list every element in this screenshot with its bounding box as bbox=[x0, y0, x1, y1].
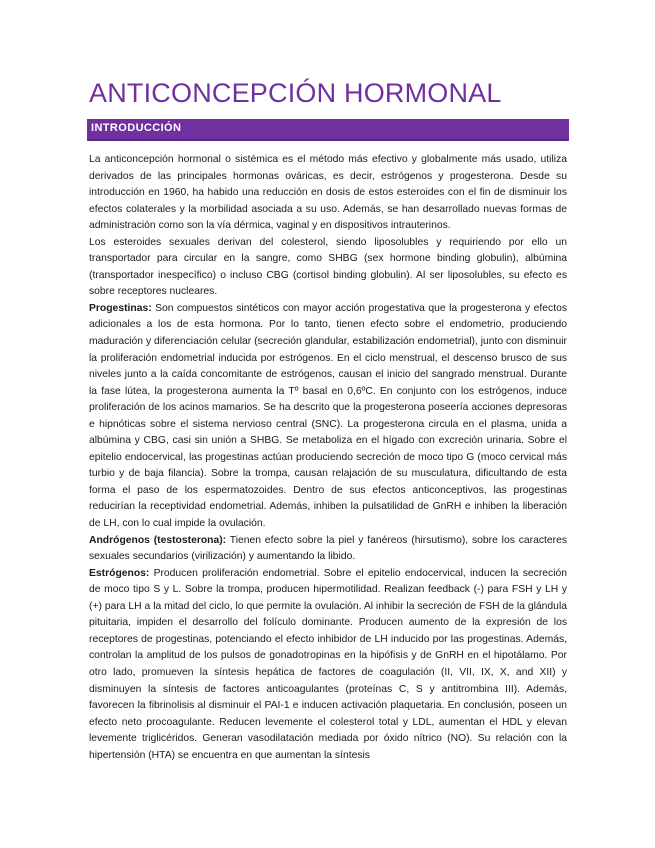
document-title: ANTICONCEPCIÓN HORMONAL bbox=[89, 78, 502, 108]
paragraph-progestinas bbox=[89, 301, 567, 533]
paragraph-text: La anticoncepción hormonal o sistémica es el método más efectivo y globalmente más usado, utiliza derivados de las principales hormonas ováricas, es decir, estrógenos y progesterona. Desde su introducción en 1960, ha habido una reducción en dosis de estos esteroides con el fin de disminuir los efectos colaterales y la morbilidad asociada a su uso. Además, se han desarrollado nuevas formas de administración como son la vía dérmica, vaginal y en dispositivos intrauterinos. bbox=[89, 154, 567, 232]
term-androgenos: Andrógenos (testosterona): bbox=[89, 534, 227, 546]
term-progestinas: Progestinas: bbox=[89, 302, 152, 314]
paragraph-text: Son compuestos sintéticos con mayor acción progestativa que la progesterona y efectos adicionales a los de esta hormona. Por lo tanto, tienen efecto sobre el endometrio, produciendo maduración y diferenciación celular (secreción glandular, estabilización endometrial), junto con disminuir la proliferación endometrial inducida por estrógenos. En el ciclo menstrual, el descenso brusco de sus niveles junto a la caída concomitante de estrógenos, causan el inicio del sangrado menstrual. Durante la fase lútea, la progesterona aumenta la Tº basal en 0,6ºC. En conjunto con los estrógenos, induce proliferación de los acinos mamarios. Se ha descrito que la progesterona poseería acciones depresoras e hipnóticas sobre el sistema nervioso central (SNC). La progesterona circula en el plasma, unida a albúmina y CBG, casi sin unión a SHBG. Se metaboliza en el hígado con excreción urinaria. Sobre el epitelio endocervical, las progestinas actúan produciendo secreción de moco tipo G (moco cervical más turbio y de baja filancia). Sobre la trompa, causan relajación de su musculatura, dificultando de esta forma el paso de los espermatozoides. Dentro de sus efectos anticonceptivos, las progestinas reducirían la receptividad endometrial. Además, inhiben la pulsatilidad de GnRH e inhiben la liberación de LH, con lo cual impide la ovulación. bbox=[89, 302, 567, 530]
section-header-bar bbox=[87, 119, 569, 141]
paragraph-text: Los esteroides sexuales derivan del colesterol, siendo liposolubles y requiriendo por ello un transportador para circular en la sangre, como SHBG (sex hormone binding globulin), albúmina (transportador inespecífico) o incluso CBG (cortisol binding globulin). Al ser liposolubles, su efecto es sobre receptores nucleares. bbox=[89, 236, 567, 298]
paragraph-steroids bbox=[89, 235, 567, 301]
paragraph-text: Producen proliferación endometrial. Sobre el epitelio endocervical, inducen la secreción de moco tipo S y L. Sobre la trompa, producen hipermotilidad. Realizan feedback (-) para FSH y LH y (+) para LH a la mitad del ciclo, lo que permite la ovulación. Al inhibir la secreción de FSH de la glándula pituitaria, impiden el desarrollo del folículo dominante. Producen aumento de la expresión de los receptores de progestinas, potenciando el efecto inhibidor de LH inducido por las progestinas. Además, controlan la amplitud de los pulsos de gonadotropinas en la hipófisis y de GnRH en el hipotálamo. Por otro lado, promueven la síntesis hepática de factores de coagulación (II, VII, IX, X, and XII) y disminuyen la síntesis de factores anticoagulantes (proteínas C, S y antitrombina III). Además, favorecen la fibrinolisis al disminuir el PAI-1 e inducen activación plaquetaria. En conclusión, poseen un efecto neto procoagulante. Reducen levemente el colesterol total y LDL, aumentan el HDL y elevan levemente triglicéridos. Generan vasodilatación mediada por óxido nítrico (NO). Su relación con la hipertensión (HTA) se encuentra en que aumentan la síntesis bbox=[89, 567, 567, 761]
section-header-label: INTRODUCCIÓN bbox=[91, 122, 182, 134]
paragraph-text: Tienen efecto sobre la piel y fanéreos (hirsutismo), sobre los caracteres sexuales secundarios (virilización) y aumentando la libido. bbox=[89, 534, 567, 563]
paragraph-androgenos bbox=[89, 533, 567, 566]
paragraph-estrogenos bbox=[89, 566, 567, 765]
paragraph-intro bbox=[89, 152, 567, 235]
document-body bbox=[89, 152, 567, 764]
term-estrogenos: Estrógenos: bbox=[89, 567, 150, 579]
